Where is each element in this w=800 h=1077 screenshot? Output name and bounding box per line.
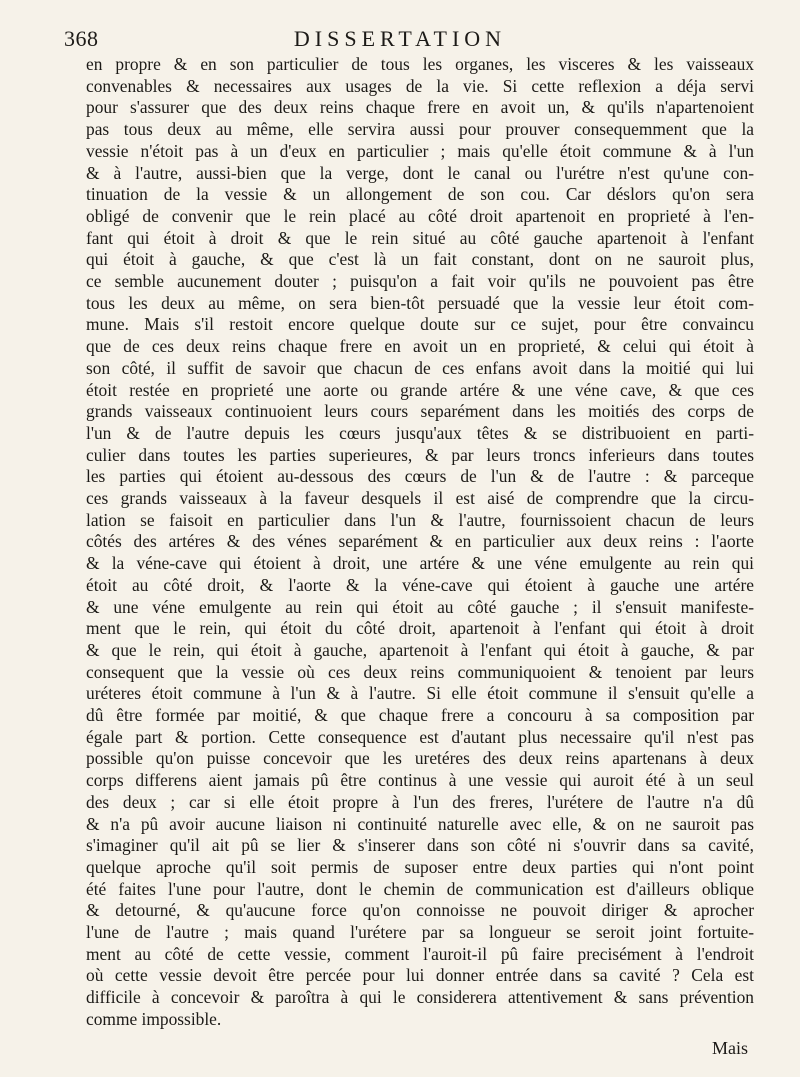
text-line: comme impossible. <box>86 1008 222 1029</box>
text-line: pour s'assurer que des deux reins chaque frere en avoit un, & qu'ils n'apartenoient <box>86 97 754 118</box>
text-line: culier dans toutes les parties superieures, & par leurs troncs inferieurs dans toutes <box>86 444 754 465</box>
text-line: où cette vessie devoit être percée pour lui donner entrée dans sa cavité ? Cela est <box>86 965 754 986</box>
text-line: quelque aproche qu'il soit permis de suposer entre deux parties qui n'ont point <box>86 856 754 877</box>
text-line: ment au côté de cette vessie, comment l'auroit-il pû faire precisément à l'endroit <box>86 943 754 964</box>
text-line: s'imaginer qu'il ait pû se lier & s'inserer dans son côté ni s'ouvrir dans sa cavité, <box>86 835 754 856</box>
text-line: vessie n'étoit pas à un d'eux en particulier ; mais qu'elle étoit commune & à l'un <box>86 140 754 161</box>
text-line: & une véne emulgente au rein qui étoit au côté gauche ; il s'ensuit manifeste- <box>86 596 754 617</box>
text-line: consequent que la vessie où ces deux reins communiquoient & tenoient par leurs <box>86 661 754 682</box>
text-line: lation se faisoit en particulier dans l'un & l'autre, fournissoient chacun de leurs <box>86 509 754 530</box>
text-line: ces grands vaisseaux à la faveur desquels il est aisé de comprendre que la circu- <box>86 488 754 508</box>
text-line: qui étoit à gauche, & que c'est là un fait constant, dont on ne sauroit plus, <box>86 249 754 270</box>
text-line: convenables & necessaires aux usages de la vie. Si cette reflexion a déja servi <box>86 75 754 96</box>
page-number: 368 <box>64 26 99 51</box>
text-line: grands vaisseaux continuoient leurs cours separément dans les moitiés des corps de <box>86 401 754 422</box>
text-line: uréteres étoit commune à l'un & à l'autre. Si elle étoit commune il s'ensuit qu'elle a <box>86 683 754 704</box>
text-line: en propre & en son particulier de tous les organes, les visceres & les vaisseaux <box>86 54 754 74</box>
text-line: l'une de l'autre ; mais quand l'urétere par sa longueur se seroit joint fortuite- <box>86 922 754 942</box>
text-line: & detourné, & qu'aucune force qu'on connoisse ne pouvoit diriger & aprocher <box>86 900 754 921</box>
text-line: que de ces deux reins chaque frere en avoit un en proprieté, & celui qui étoit à <box>86 336 754 357</box>
text-line: corps differens aient jamais pû être continus à une vessie qui auroit été à un seul <box>86 770 754 791</box>
text-line: mune. Mais s'il restoit encore quelque doute sur ce sujet, pour être convaincu <box>86 314 754 335</box>
text-line: côtés des artéres & des vénes separément & en particulier aux deux reins : l'aorte <box>86 531 754 552</box>
text-line: les parties qui étoient au-dessous des cœurs de l'un & de l'autre : & parceque <box>86 466 754 487</box>
text-line: difficile à concevoir & paroîtra à qui le considerera attentivement & sans prévention <box>86 987 754 1008</box>
text-line: étoit restée en proprieté une aorte ou grande artére & une véne cave, & que ces <box>86 379 754 400</box>
text-line: l'un & de l'autre depuis les cœurs jusqu'aux têtes & se distribuoient en parti- <box>86 422 754 443</box>
text-line: son côté, il suffit de savoir que chacun de ces enfans avoit dans la moitié qui lui <box>86 357 754 378</box>
text-line: ce semble aucunement douter ; puisqu'on a fait voir qu'ils ne pouvoient pas être <box>86 271 754 291</box>
text-line: & n'a pû avoir aucune liaison ni continuité naturelle avec elle, & on ne sauroit pas <box>86 813 754 834</box>
text-line: étoit au côté droit, & l'aorte & la véne-cave qui étoient à gauche une artére <box>86 574 754 595</box>
text-line: égale part & portion. Cette consequence est d'autant plus necessaire qu'il n'est pas <box>86 726 754 747</box>
catchword: Mais <box>712 1038 748 1058</box>
text-line: obligé de convenir que le rein placé au côté droit apartenoit en proprieté à l'en- <box>86 205 754 226</box>
text-line: & la véne-cave qui étoient à droit, une artére & une véne emulgente au rein qui <box>86 553 754 574</box>
running-head: DISSERTATION <box>293 26 507 51</box>
text-line: & à l'autre, aussi-bien que la verge, dont le canal ou l'urétre n'est qu'une con- <box>86 162 754 183</box>
text-line: & que le rein, qui étoit à gauche, apartenoit à l'enfant qui étoit à gauche, & par <box>86 639 754 660</box>
text-line: fant qui étoit à droit & que le rein situé au côté gauche apartenoit à l'enfant <box>86 227 754 248</box>
text-line: ment que le rein, qui étoit du côté droit, apartenoit à l'enfant qui étoit à droit <box>86 618 754 639</box>
text-line: tous les deux au même, on sera bien-tôt persuadé que la vessie leur étoit com- <box>86 292 754 313</box>
text-line: tinuation de la vessie & un allongement de son cou. Car déslors qu'on sera <box>86 184 754 205</box>
text-line: pas tous deux au même, elle servira aussi pour prouver consequemment que la <box>86 119 754 140</box>
text-line: été faites l'une pour l'autre, dont le chemin de communication est d'ailleurs oblique <box>86 878 754 899</box>
text-line: possible qu'on puisse concevoir que les uretéres des deux reins apartenans à deux <box>86 748 754 769</box>
text-line: dû être formée par moitié, & que chaque frere a concouru à sa composition par <box>86 705 754 725</box>
text-line: des deux ; car si elle étoit propre à l'un des freres, l'urétere de l'autre n'a dû <box>86 791 754 812</box>
